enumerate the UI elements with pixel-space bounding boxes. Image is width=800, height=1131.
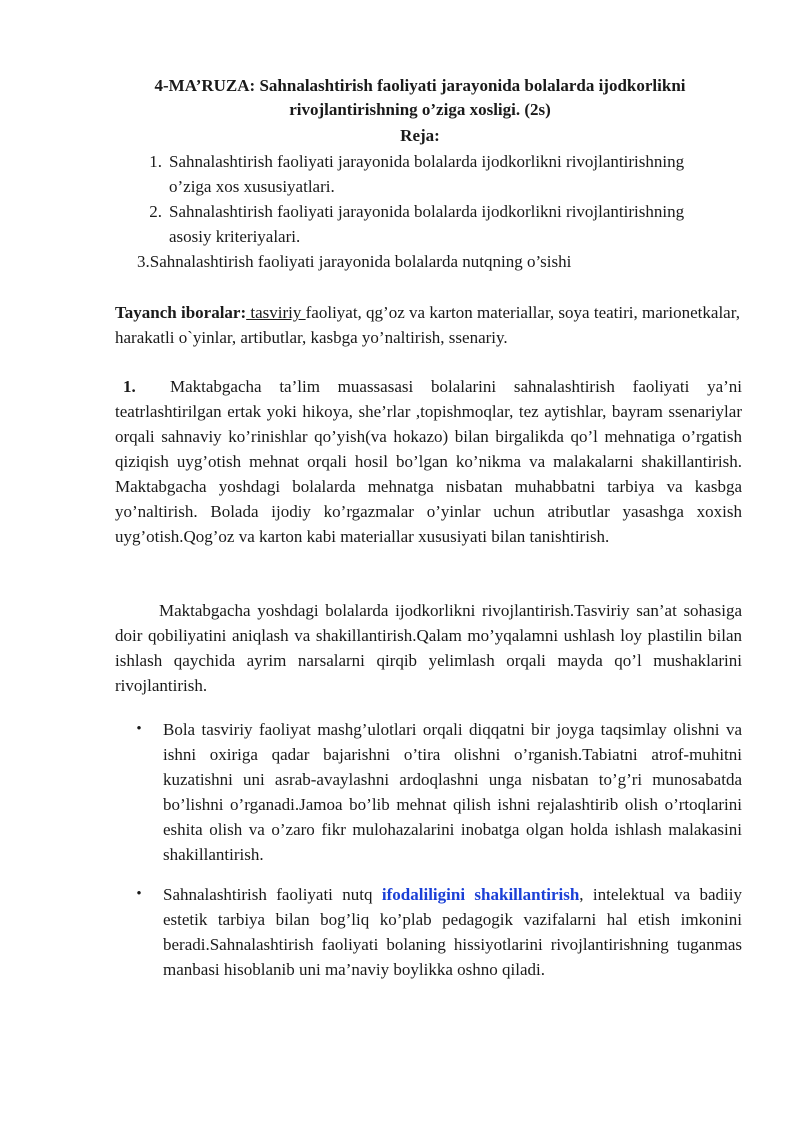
paragraph-2: Maktabgacha yoshdagi bolalarda ijodkorlikni rivojlantirish.Tasviriy san’at sohasiga doir qobiliyatini aniqlash va shakillantirish.Qalam mo’yqalamni ushlash loy plastilin bilan ishlash qaychida ayrim narsalarni qirqib yelimlash orqali mayda qo’l mushaklarini rivojlantirish. xyxy=(115,601,742,695)
bullet-text-after: , intelektual va badiiy estetik tarbiya bilan bog’liq ko’plab pedagogik vazifalarni hal etish imkonini beradi.Sahnalashtirish faoliyati bolaning hissiyotlarini rivojlantirishning tuganmas manbasi hisoblanib uni ma’naviy boylikka oshno qiladi. xyxy=(163,885,742,979)
plan-item-text-cont: asosiy kriteriyalari. xyxy=(169,227,301,246)
title-line-1: 4-MA’RUZA: Sahnalashtirish faoliyati jarayonida bolalarda ijodkorlikni xyxy=(154,76,686,95)
section-number: 1. xyxy=(123,377,136,396)
plan-heading: Reja: xyxy=(400,126,440,145)
lecture-title xyxy=(100,74,740,122)
section-1-text: Maktabgacha ta’lim muassasasi bolalarini sahnalashtirish faoliyati ya’ni teatrlashtirilgan ertak yoki hikoya, she’rlar ,topishmoqlar, tez aytishlar, bayram ssenariylar orqali sahnaviy ko’rinishlar qo’yish(va hokazo) bilan birgalikda qo’l mehnatiga o’rgatish qiziqish uyg’otish mehnat orqali hosil bo’lgan ko’nikma va malakalarni shakillantirish. Maktabgacha yoshdagi bolalarda mehnatga nisbatan muhabbatni tarbiya va kasbga yo’naltirish. Bolada ijodiy ko’rgazmalar o’yinlar uchun atributlar yasashga xoxish uyg’otish.Qog’oz va karton kabi materiallar xususiyati bilan tanishtirish. xyxy=(115,377,742,546)
plan-item-text-cont: o’ziga xos xususiyatlari. xyxy=(169,177,335,196)
bullet-text: Bola tasviriy faoliyat mashg’ulotlari orqali diqqatni bir joyga taqsimlay olishni va ishni oxiriga qadar bajarishni o’tira olishni o’rganish.Tabiatni atrof-muhitni kuzatishni uni asrab-avaylashni ardoqlashni unga nisbatan to’g’ri munosabatda bo’lishni o’rganadi.Jamoa bo’lib mehnat qilish ishni rejalashtirib olish o’rtoqlarini eshita olish va o’zaro fikr mulohazalarini inobatga olgan holda ishlash malakasini shakillantirish. xyxy=(163,720,742,864)
plan-item-text: Sahnalashtirish faoliyati jarayonida bolalarda ijodkorlikni rivojlantirishning xyxy=(169,202,685,221)
bullet-text-before: Sahnalashtirish faoliyati nutq xyxy=(163,885,382,904)
keywords-underlined: tasviriy xyxy=(246,303,306,322)
keywords-label: Tayanch iboralar: xyxy=(115,303,247,322)
title-line-2: rivojlantirishning o’ziga xosligi. (2s) xyxy=(289,100,551,119)
plan-item-number: 2. xyxy=(149,202,162,221)
keywords-text: faoliyat, qg’oz va karton materiallar, soya teatiri, marionetkalar, harakatli o`yinlar, artibutlar, kasbga yo’naltirish, ssenariy. xyxy=(115,303,740,347)
keywords-paragraph xyxy=(115,300,745,350)
plan-list xyxy=(115,149,755,274)
section-1-paragraph xyxy=(115,374,742,549)
bullet-text xyxy=(163,882,742,982)
plan-item-1 xyxy=(115,149,755,199)
highlighted-link[interactable]: ifodaliligini shakillantirish xyxy=(381,885,580,904)
bullet-icon: • xyxy=(136,721,142,737)
bullet-item-1 xyxy=(115,717,742,867)
plan-item-3: 3.Sahnalashtirish faoliyati jarayonida bolalarda nutqning o’sishi xyxy=(137,252,572,271)
plan-item-number: 1. xyxy=(149,152,162,171)
bullet-icon: • xyxy=(136,886,142,902)
plan-item-2 xyxy=(115,199,755,249)
plan-item-text: Sahnalashtirish faoliyati jarayonida bolalarda ijodkorlikni rivojlantirishning xyxy=(169,152,685,171)
bullet-item-2 xyxy=(115,882,742,982)
